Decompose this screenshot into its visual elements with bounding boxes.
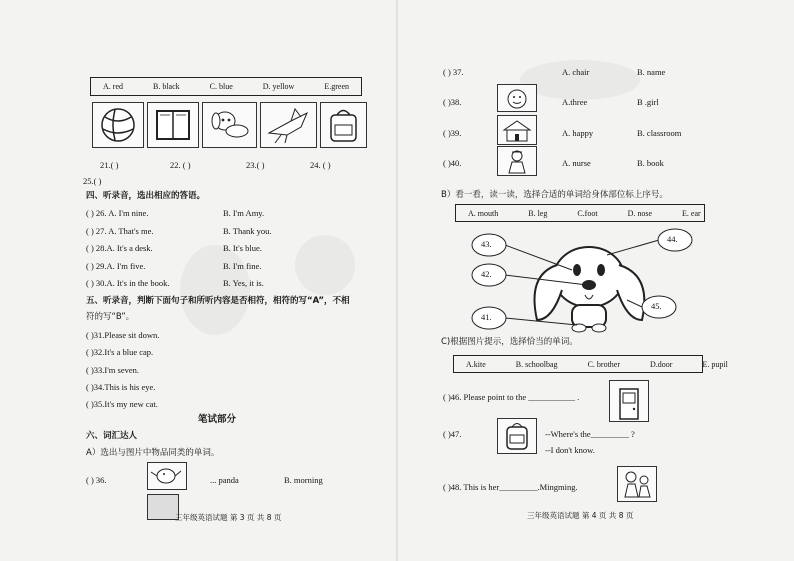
body-parts-box	[455, 204, 705, 222]
q37-option-a[interactable]: A. chair	[562, 67, 590, 77]
answer-blank-25[interactable]: 25.( )	[83, 176, 102, 186]
section-6a-instruction: A）选出与图片中物品同类的单词。	[86, 448, 220, 458]
q48[interactable]: ( )48. This is her_________.Mingming.	[443, 482, 578, 492]
section-6-title: 六、词汇达人	[86, 431, 138, 441]
page-footer-left: 三年级英语试题 第 3 页 共 8 页	[175, 513, 282, 522]
written-part-title: 笔试部分	[198, 414, 237, 425]
q26-option-a[interactable]: ( ) 26. A. I'm nine.	[86, 208, 149, 218]
door-icon	[610, 381, 648, 421]
section-4-title: 四、听录音，选出相应的答语。	[86, 191, 206, 201]
q38-option-b[interactable]: B .girl	[637, 97, 659, 107]
schoolbag-icon	[321, 103, 366, 147]
section-5-title: 五、听录音，判断下面句子和所听内容是否相符，相符的写“A”，不相	[86, 296, 350, 306]
q47-question[interactable]: --Where's the_________ ?	[545, 429, 635, 439]
dog-label-43[interactable]: 43.	[481, 239, 492, 249]
dog-label-44[interactable]: 44.	[667, 234, 678, 244]
bird-icon	[148, 463, 186, 489]
word-option: B. leg	[528, 208, 548, 218]
answer-blank-23[interactable]: 23.( )	[246, 160, 265, 170]
q28-option-a[interactable]: ( ) 28.A. It's a desk.	[86, 243, 153, 253]
color-words-box	[90, 77, 362, 96]
answer-blank-22[interactable]: 22. ( )	[170, 160, 191, 170]
word-option: D.door	[650, 359, 673, 369]
book-icon	[148, 103, 198, 147]
answer-blank-24[interactable]: 24. ( )	[310, 160, 331, 170]
q29-option-a[interactable]: ( ) 29.A. I'm five.	[86, 261, 146, 271]
answer-blank-21[interactable]: 21.( )	[100, 160, 119, 170]
q40-picture	[497, 146, 537, 176]
q30-option-a[interactable]: ( ) 30.A. It's in the book.	[86, 278, 170, 288]
q38-picture	[497, 84, 537, 112]
schoolbag-picture	[320, 102, 367, 148]
nurse-icon	[498, 147, 536, 175]
word-option: A. red	[103, 82, 123, 91]
dog-label-45[interactable]: 45.	[651, 301, 662, 311]
school-icon	[498, 116, 536, 144]
q38-number[interactable]: ( )38.	[443, 97, 462, 107]
q27-option-b[interactable]: B. Thank you.	[223, 226, 272, 236]
q34[interactable]: ( )34.This is his eye.	[86, 382, 156, 392]
ball-picture	[92, 102, 144, 148]
q47-picture	[497, 418, 537, 454]
q39-number[interactable]: ( )39.	[443, 128, 462, 138]
page-footer-right: 三年级英语试题 第 4 页 共 8 页	[527, 511, 634, 520]
q31[interactable]: ( )31.Please sit down.	[86, 330, 160, 340]
word-option: B. schoolbag	[515, 359, 558, 369]
word-option: C. blue	[209, 82, 233, 91]
word-option: E. ear	[682, 208, 701, 218]
q38-option-a[interactable]: A.three	[562, 97, 588, 107]
q39-picture	[497, 115, 537, 145]
q35[interactable]: ( )35.It's my new cat.	[86, 399, 158, 409]
dog-picture	[202, 102, 257, 148]
q39-option-b[interactable]: B. classroom	[637, 128, 682, 138]
dog-icon	[203, 103, 256, 147]
word-option: D. nose	[627, 208, 653, 218]
word-option: D. yellow	[262, 82, 295, 91]
q39-option-a[interactable]: A. happy	[562, 128, 594, 138]
schoolbag-icon	[498, 419, 536, 453]
word-option: E.green	[324, 82, 349, 91]
children-icon	[618, 467, 656, 501]
q36-option-a[interactable]: ... panda	[210, 475, 239, 485]
section-b-title: B）看一看，读一读，选择合适的单词给身体部位标上序号。	[441, 190, 668, 200]
q40-option-a[interactable]: A. nurse	[562, 158, 591, 168]
dog-label-41[interactable]: 41.	[481, 312, 492, 322]
q46[interactable]: ( )46. Please point to the ___________ .	[443, 392, 580, 402]
q37-number[interactable]: ( ) 37.	[443, 67, 464, 77]
q26-option-b[interactable]: B. I'm Amy.	[223, 208, 265, 218]
word-option: A. mouth	[468, 208, 499, 218]
word-bank-box	[453, 355, 728, 373]
q33[interactable]: ( )33.I'm seven.	[86, 365, 139, 375]
q32[interactable]: ( )32.It's a blue cap.	[86, 347, 154, 357]
word-option: E. pupil	[702, 359, 728, 369]
q37-option-b[interactable]: B. name	[637, 67, 666, 77]
q30-option-b[interactable]: B. Yes, it is.	[223, 278, 264, 288]
q40-option-b[interactable]: B. book	[637, 158, 664, 168]
bird-picture	[260, 102, 317, 148]
book-picture	[147, 102, 199, 148]
word-option: A.kite	[466, 359, 486, 369]
word-option: C.foot	[577, 208, 598, 218]
q36[interactable]: ( ) 36.	[86, 475, 107, 485]
q46-picture	[609, 380, 649, 422]
word-option: C. brother	[587, 359, 620, 369]
q27-option-a[interactable]: ( ) 27. A. That's me.	[86, 226, 154, 236]
q29-option-b[interactable]: B. I'm fine.	[223, 261, 262, 271]
q36-picture	[147, 462, 187, 490]
face-icon	[498, 85, 536, 111]
q47[interactable]: ( )47.	[443, 429, 462, 439]
q36-option-b[interactable]: B. morning	[284, 475, 323, 485]
ball-icon	[93, 103, 143, 147]
q40-number[interactable]: ( )40.	[443, 158, 462, 168]
right-page	[397, 0, 794, 561]
q48-picture	[617, 466, 657, 502]
section-c-title: C)根据图片提示，选择恰当的单词。	[441, 337, 578, 347]
q28-option-b[interactable]: B. It's blue.	[223, 243, 262, 253]
bird-icon	[261, 103, 316, 147]
section-5-title-cont: 符的写“B”。	[86, 312, 135, 322]
dog-label-42[interactable]: 42.	[481, 269, 492, 279]
word-option: B. black	[153, 82, 180, 91]
q47-answer: --I don't know.	[545, 445, 595, 455]
